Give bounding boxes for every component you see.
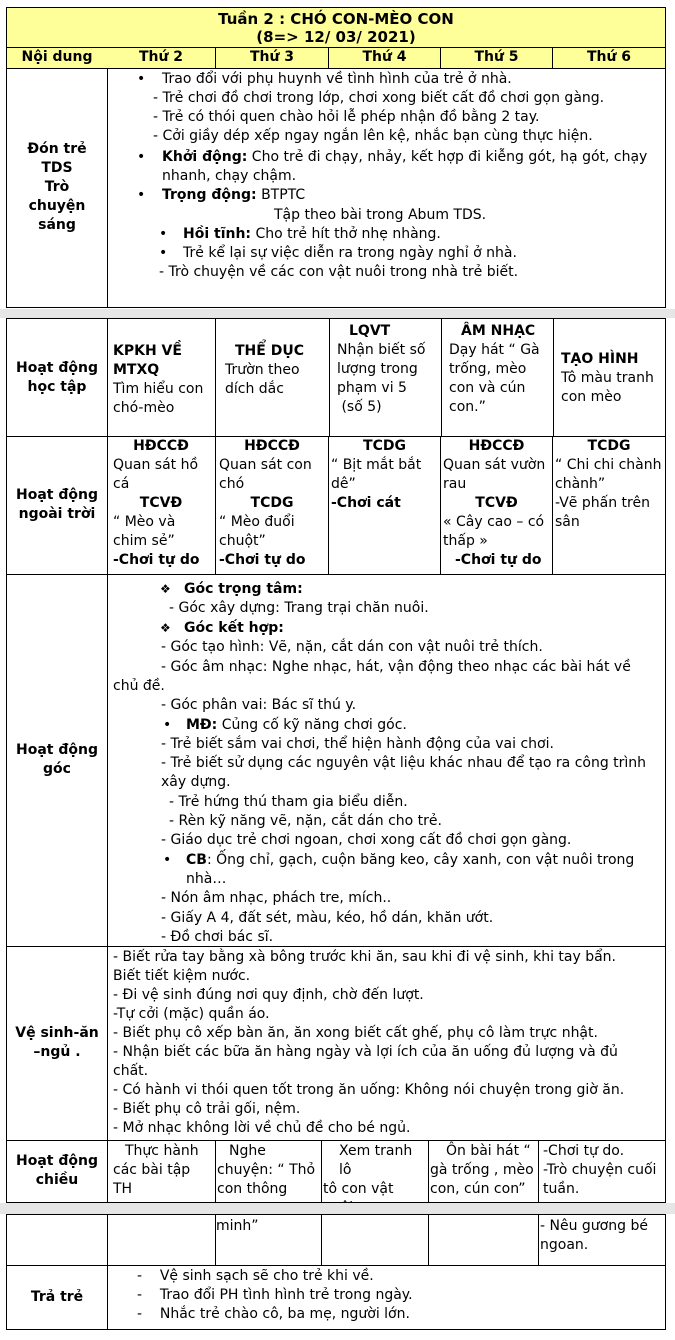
text-line: - Nhận biết các bữa ăn hàng ngày và lợi ích của ăn uống đủ lượng và đủ: [113, 1044, 618, 1060]
activity-text: chuyện: “ Thỏ: [217, 1162, 316, 1178]
col-thu-4: Thứ 4: [329, 48, 441, 69]
lesson-text: Tô màu tranh: [561, 370, 654, 386]
activity-text: các bài tập: [113, 1162, 191, 1178]
activity-text: chành”: [555, 476, 606, 492]
chieu-cont-tue: [215, 1214, 322, 1266]
activity-text: Thực hành: [125, 1143, 199, 1159]
text-line: - Rèn kỹ năng vẽ, nặn, cắt dán cho trẻ.: [169, 813, 442, 829]
page-break: [0, 1203, 675, 1214]
label-line: Trò: [44, 179, 70, 195]
lesson-text: trống, mèo: [449, 361, 527, 377]
md-label: MĐ:: [186, 717, 218, 733]
lesson-text: chó-mèo: [113, 400, 175, 416]
hoi-tinh-label: Hồi tĩnh:: [183, 226, 252, 242]
md-text: Củng cố kỹ năng chơi góc.: [217, 717, 407, 733]
activity-text: -Chơi tự do.: [543, 1143, 625, 1159]
label-line: ngoài trời: [18, 506, 96, 522]
activity-heading: TCDG: [363, 438, 406, 454]
lesson-text: Dạy hát “ Gà: [449, 342, 540, 358]
activity-text: “ Mèo đuổi: [219, 514, 295, 530]
text-line: - Biết phụ cô trải gối, nệm.: [113, 1101, 301, 1117]
activity-text: Quan sát con: [219, 457, 312, 473]
lesson-text: Tìm hiểu con: [113, 381, 204, 397]
activity-text: « Cây cao – có: [443, 514, 545, 530]
activity-text: rau: [443, 476, 467, 492]
text-line: - Trò chuyện về các con vật nuôi trong nhà trẻ biết.: [159, 264, 519, 280]
text-line: - Biết rửa tay bằng xà bông trước khi ăn, sau khi đi vệ sinh, khi tay bẩn.: [113, 949, 617, 965]
cb-text: : Ống chỉ, gạch, cuộn băng keo, cây xanh, con vật nuôi trong: [206, 852, 635, 868]
text-line: chủ đề.: [113, 678, 165, 694]
lesson-text: Trườn theo: [225, 362, 300, 378]
activity-text: tuần.: [543, 1181, 580, 1197]
text-line: chất.: [113, 1063, 149, 1079]
chieu-cont-wed: [321, 1214, 429, 1266]
col-thu-6: Thứ 6: [553, 48, 666, 69]
label-line: Hoạt động: [16, 1153, 98, 1169]
chieu-thu: [428, 1140, 539, 1203]
goc-ket-hop: Góc kết hợp:: [184, 620, 284, 636]
week-dates: (8=> 12/ 03/ 2021): [256, 28, 416, 46]
row-label-ve-sinh: [6, 946, 108, 1141]
activity-text: chó: [219, 476, 245, 492]
khoi-dong-label: Khởi động:: [162, 149, 248, 165]
label-line: Trả trẻ: [30, 1288, 84, 1305]
activity-heading: TCDG: [587, 438, 631, 454]
ngoai-troi-fri: [553, 436, 666, 575]
text-line: - Đồ chơi bác sĩ.: [161, 929, 274, 945]
text-line: - Trẻ hứng thú tham gia biểu diễn.: [169, 794, 408, 810]
page-break: [0, 309, 675, 318]
hoc-tap-fri: [553, 318, 666, 437]
label-line: sáng: [38, 217, 76, 233]
lesson-title: KPKH VỀ: [113, 343, 182, 359]
week-title: Tuần 2 : CHÓ CON-MÈO CON: [218, 10, 454, 28]
text-line: [186, 851, 634, 870]
activity-heading: HĐCCĐ: [244, 438, 300, 454]
label-line: Hoạt động: [16, 359, 98, 376]
text-line: -Tự cởi (mặc) quần áo.: [113, 1006, 270, 1022]
activity-heading: HĐCCĐ: [468, 438, 525, 454]
row-label-don-tre: [6, 68, 108, 308]
activity-text: Quan sát hồ: [113, 457, 199, 473]
trong-dong-label: Trọng động:: [162, 187, 257, 203]
activity-end: -Chơi cát: [331, 495, 401, 511]
text-line: - Góc xây dựng: Trang trại chăn nuôi.: [169, 600, 429, 616]
activity-text: “ Bịt mắt bắt: [331, 457, 422, 473]
activity-text: gà trống , mèo: [430, 1162, 534, 1178]
text-line: nhà…: [186, 871, 227, 887]
text-line: - Giấy A 4, đất sét, màu, kéo, hồ dán, khăn ướt.: [161, 910, 494, 926]
text-line: [162, 148, 647, 167]
text-line: [183, 225, 441, 244]
label-line: Hoạt động: [16, 742, 98, 758]
chieu-mon: [107, 1140, 216, 1203]
row-label-ngoai-troi: [6, 436, 108, 575]
activity-text: chim sẻ”: [113, 533, 175, 549]
week-title-cell: [6, 7, 666, 48]
text-line: - Trao đổi PH tình hình trẻ trong ngày.: [137, 1287, 413, 1303]
activity-text: - Nêu gương bé: [540, 1218, 648, 1234]
diamond-bullet-icon: ❖: [160, 621, 171, 635]
activity-heading: TCVĐ: [475, 495, 518, 511]
diamond-bullet-icon: ❖: [160, 582, 171, 596]
ve-sinh-content: [107, 946, 666, 1141]
lesson-text: Nhận biết số: [337, 342, 426, 358]
bullet-icon: •: [159, 245, 168, 261]
label-line: học tập: [27, 378, 87, 395]
text-line: Biết tiết kiệm nước.: [113, 968, 251, 984]
activity-text: ngoan.: [540, 1237, 589, 1253]
text-line: - Giáo dục trẻ chơi ngoan, chơi xong cất đồ chơi gọn gàng.: [161, 832, 572, 848]
col-thu-3: Thứ 3: [216, 48, 329, 69]
label-line: chuyện: [28, 198, 86, 214]
chieu-cont-thu: [428, 1214, 539, 1266]
text-line: - Trẻ biết sắm vai chơi, thể hiện hành động của vai chơi.: [161, 736, 554, 752]
text-line: - Cởi giầy dép xếp ngay ngắn lên kệ, nhắc bạn cùng thực hiện.: [153, 128, 593, 144]
text-line: - Có hành vi thói quen tốt trong ăn uống: Không nói chuyện trong giờ ăn.: [113, 1082, 625, 1098]
text-line: - Mở nhạc không lời về chủ đề cho bé ngủ.: [113, 1120, 411, 1136]
text-line: - Vệ sinh sạch sẽ cho trẻ khi về.: [137, 1268, 374, 1284]
hoi-tinh-text: Cho trẻ hít thở nhẹ nhàng.: [251, 226, 441, 242]
activity-end: -Chơi tự do: [113, 552, 200, 568]
lesson-text: phạm vi 5: [337, 380, 407, 396]
don-tre-content: [107, 68, 666, 308]
label-line: góc: [43, 761, 71, 777]
khoi-dong-text: Cho trẻ đi chạy, nhảy, kết hợp đi kiễng gót, hạ gót, chạy: [247, 149, 648, 165]
hoc-tap-tue: [215, 318, 330, 437]
lesson-text: con mèo: [561, 389, 622, 405]
label-line: TDS: [41, 160, 73, 176]
col-noi-dung: Nội dung: [6, 48, 108, 69]
bullet-icon: •: [159, 226, 168, 242]
row-label-chieu: [6, 1140, 108, 1203]
lesson-title: TẠO HÌNH: [561, 351, 639, 367]
text-line: - Đi vệ sinh đúng nơi quy định, chờ đến lượt.: [113, 987, 424, 1003]
lesson-title: LQVT: [349, 323, 391, 339]
lesson-text: dích dắc: [225, 381, 284, 397]
label-line: Vệ sinh-ăn: [15, 1025, 99, 1041]
tra-tre-content: [107, 1265, 666, 1330]
col-thu-5: Thứ 5: [441, 48, 553, 69]
lesson-text: lượng trong: [337, 361, 418, 377]
trong-dong-text: BTPTC: [256, 187, 306, 203]
activity-text: Ôn bài hát “: [446, 1143, 531, 1159]
text-line: - Nón âm nhạc, phách tre, mích..: [161, 890, 392, 906]
text-line: Trao đổi với phụ huynh về tình hình của trẻ ở nhà.: [162, 71, 512, 87]
hoc-tap-wed: [329, 318, 442, 437]
label-line: Hoạt động: [16, 487, 98, 503]
text-line: - Góc phân vai: Bác sĩ thú y.: [161, 697, 357, 713]
activity-end: -Chơi tự do: [455, 552, 542, 568]
text-line: - Trẻ có thói quen chào hỏi lễ phép nhận đồ bằng 2 tay.: [153, 109, 540, 125]
text-line: xây dựng.: [161, 774, 231, 790]
activity-text: Quan sát vườn: [443, 457, 546, 473]
label-line: chiều: [35, 1172, 79, 1188]
goc-trong-tam: Góc trọng tâm:: [184, 581, 303, 597]
bullet-icon: •: [137, 187, 146, 203]
hoc-tap-mon: [107, 318, 216, 437]
chieu-cont-label: [6, 1214, 108, 1266]
ngoai-troi-thu: [441, 436, 553, 575]
activity-text: -Vẽ phấn trên: [555, 495, 650, 511]
text-line: [162, 186, 305, 205]
text-line: - Trẻ chơi đồ chơi trong lớp, chơi xong biết cất đồ chơi gọn gàng.: [153, 90, 605, 106]
lesson-text: (số 5): [337, 399, 382, 415]
text-line: - Biết phụ cô xếp bàn ăn, ăn xong biết cất ghế, phụ cô làm trực nhật.: [113, 1025, 598, 1041]
activity-text: dê”: [331, 476, 356, 492]
goc-content: [107, 574, 666, 947]
lesson-title: MTXQ: [113, 362, 160, 378]
text-line: Tập theo bài trong Abum TDS.: [274, 207, 487, 223]
hoc-tap-thu: [441, 318, 554, 437]
text-line: - Trẻ biết sử dụng các nguyên vật liệu khác nhau để tạo ra công trình: [161, 755, 647, 771]
activity-text: con, cún con”: [430, 1181, 526, 1197]
activity-text: TH: [113, 1181, 133, 1197]
cb-label: CB: [186, 852, 207, 868]
activity-heading: TCDG: [250, 495, 294, 511]
activity-text: “ Mèo và: [113, 514, 176, 530]
chieu-cont-fri: [538, 1214, 666, 1266]
bullet-icon: •: [163, 852, 172, 868]
activity-end: -Chơi tự do: [219, 552, 306, 568]
activity-text: minh”: [216, 1218, 259, 1234]
text-line: Trẻ kể lại sự việc diễn ra trong ngày nghỉ ở nhà.: [183, 245, 517, 261]
label-line: Đón trẻ: [27, 141, 87, 157]
col-thu-2: Thứ 2: [107, 48, 216, 69]
bullet-icon: •: [137, 71, 146, 87]
row-label-tra-tre: [6, 1265, 108, 1330]
activity-text: Nghe: [229, 1143, 266, 1159]
activity-heading: TCVĐ: [139, 495, 183, 511]
lesson-text: con.”: [449, 399, 486, 415]
lesson-text: con và cún: [449, 380, 526, 396]
activity-text: cá: [113, 476, 130, 492]
activity-text: “ Chi chi chành: [555, 457, 662, 473]
lesson-title: THỂ DỤC: [235, 343, 304, 359]
bullet-icon: •: [137, 149, 146, 165]
chieu-tue: [215, 1140, 322, 1203]
activity-text: sân: [555, 514, 580, 530]
activity-text: -Trò chuyện cuối: [543, 1162, 657, 1178]
row-label-hoc-tap: [6, 318, 108, 437]
chieu-wed: [321, 1140, 429, 1203]
text-line: [186, 716, 407, 735]
ngoai-troi-tue: [216, 436, 329, 575]
text-line: nhanh, chạy chậm.: [162, 168, 297, 184]
text-line: - Nhắc trẻ chào cô, ba mẹ, người lớn.: [137, 1306, 410, 1322]
row-label-goc: [6, 574, 108, 947]
bullet-icon: •: [163, 717, 172, 733]
label-line: –ngủ .: [33, 1044, 81, 1060]
lesson-title: ÂM NHẠC: [461, 323, 536, 339]
activity-text: tô con vật: [323, 1181, 394, 1197]
activity-text: chuột”: [219, 533, 266, 549]
text-line: - Góc âm nhạc: Nghe nhạc, hát, vận động theo nhạc các bài hát về: [161, 659, 631, 675]
chieu-fri: [538, 1140, 666, 1203]
activity-text: Xem tranh lô: [339, 1143, 413, 1178]
chieu-cont-mon: [107, 1214, 216, 1266]
activity-heading: HĐCCĐ: [133, 438, 189, 454]
ngoai-troi-mon: [107, 436, 216, 575]
activity-text: con thông: [217, 1181, 288, 1197]
ngoai-troi-wed: [329, 436, 441, 575]
activity-text: thấp »: [443, 533, 488, 549]
text-line: - Góc tạo hình: Vẽ, nặn, cắt dán con vật nuôi trẻ thích.: [161, 639, 543, 655]
